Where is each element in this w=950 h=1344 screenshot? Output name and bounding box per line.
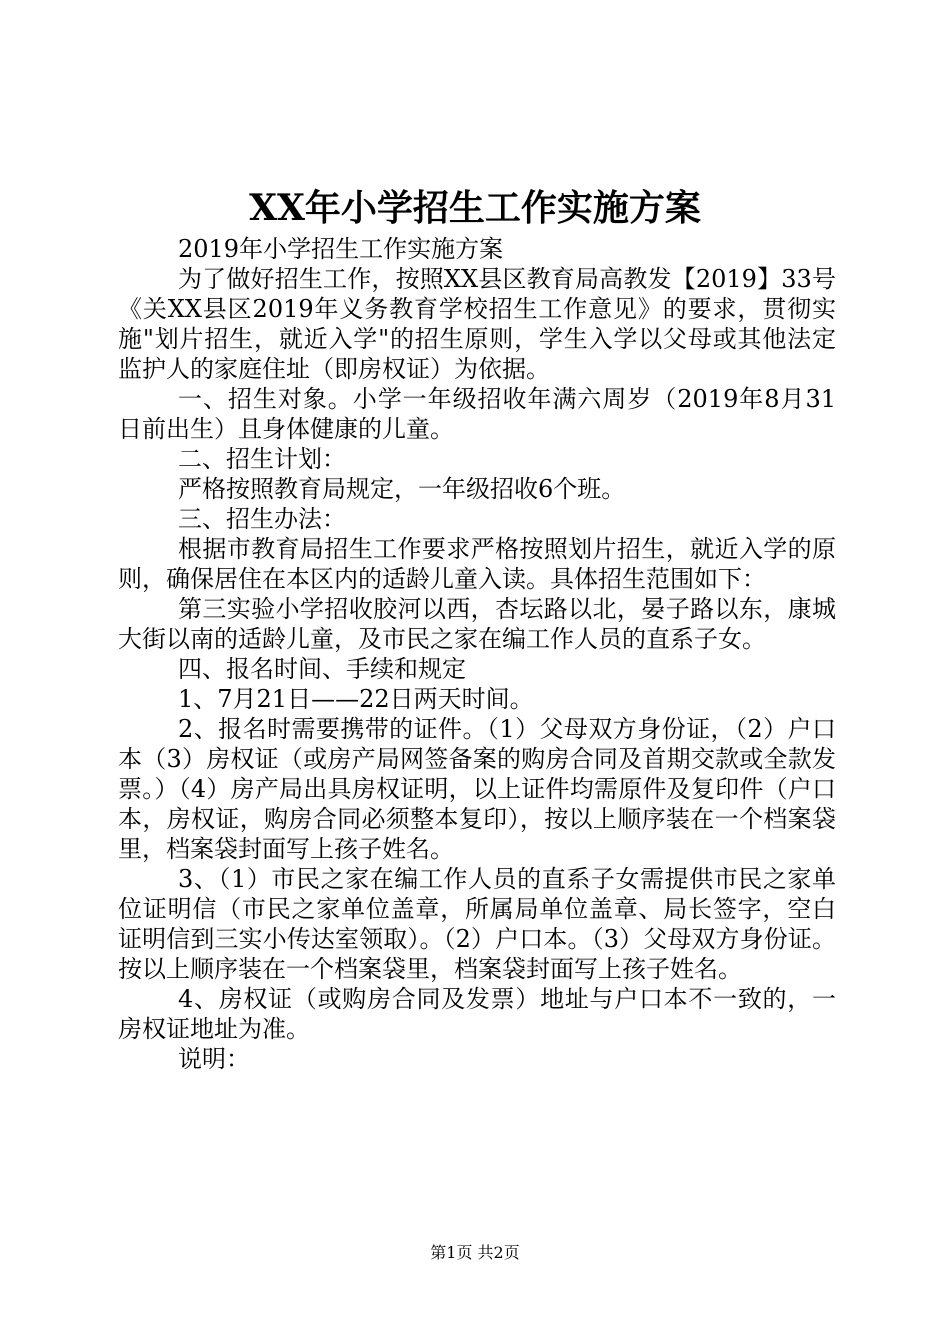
paragraph: 一、招生对象。小学一年级招收年满六周岁（2019年8月31日前出生）且身体健康的儿童。 [118, 385, 836, 443]
document-title: XX年小学招生工作实施方案 [249, 187, 701, 229]
paragraph: 根据市教育局招生工作要求严格按照划片招生，就近入学的原则，确保居住在本区内的适龄儿童入读。具体招生范围如下： [118, 535, 836, 593]
paragraph: 4、房权证（或购房合同及发票）地址与户口本不一致的，一房权证地址为准。 [118, 985, 836, 1043]
paragraph: 二、招生计划： [178, 445, 346, 473]
paragraph: 1、7月21日——22日两天时间。 [178, 685, 534, 713]
paragraph: 为了做好招生工作，按照XX县区教育局高教发【2019】33号《关XX县区2019年义务教育学校招生工作意见》的要求，贯彻实施"划片招生，就近入学"的招生原则，学生入学以父母或其他法定监护人的家庭住址（即房权证）为依据。 [118, 265, 836, 383]
paragraph: 三、招生办法： [178, 505, 346, 533]
paragraph: 严格按照教育局规定，一年级招收6个班。 [178, 475, 626, 503]
paragraph: 2、报名时需要携带的证件。（1）父母双方身份证，（2）户口本（3）房权证（或房产局网签备案的购房合同及首期交款或全款发票。）（4）房产局出具房权证明，以上证件均需原件及复印件（户口本，房权证，购房合同必须整本复印），按以上顺序装在一个档案袋里，档案袋封面写上孩子姓名。 [118, 715, 836, 863]
paragraph: 3、（1）市民之家在编工作人员的直系子女需提供市民之家单位证明信（市民之家单位盖章，所属局单位盖章、局长签字，空白证明信到三实小传达室领取）。（2）户口本。（3）父母双方身份证。按以上顺序装在一个档案袋里，档案袋封面写上孩子姓名。 [118, 865, 836, 983]
paragraph: 2019年小学招生工作实施方案 [178, 235, 504, 263]
paragraph: 说明： [178, 1045, 250, 1073]
paragraph: 第三实验小学招收胶河以西，杏坛路以北，晏子路以东，康城大街以南的适龄儿童，及市民之家在编工作人员的直系子女。 [118, 595, 836, 653]
document-body [118, 234, 836, 1074]
page-footer: 第1页 共2页 [430, 1243, 520, 1262]
paragraph: 四、报名时间、手续和规定 [178, 655, 466, 683]
